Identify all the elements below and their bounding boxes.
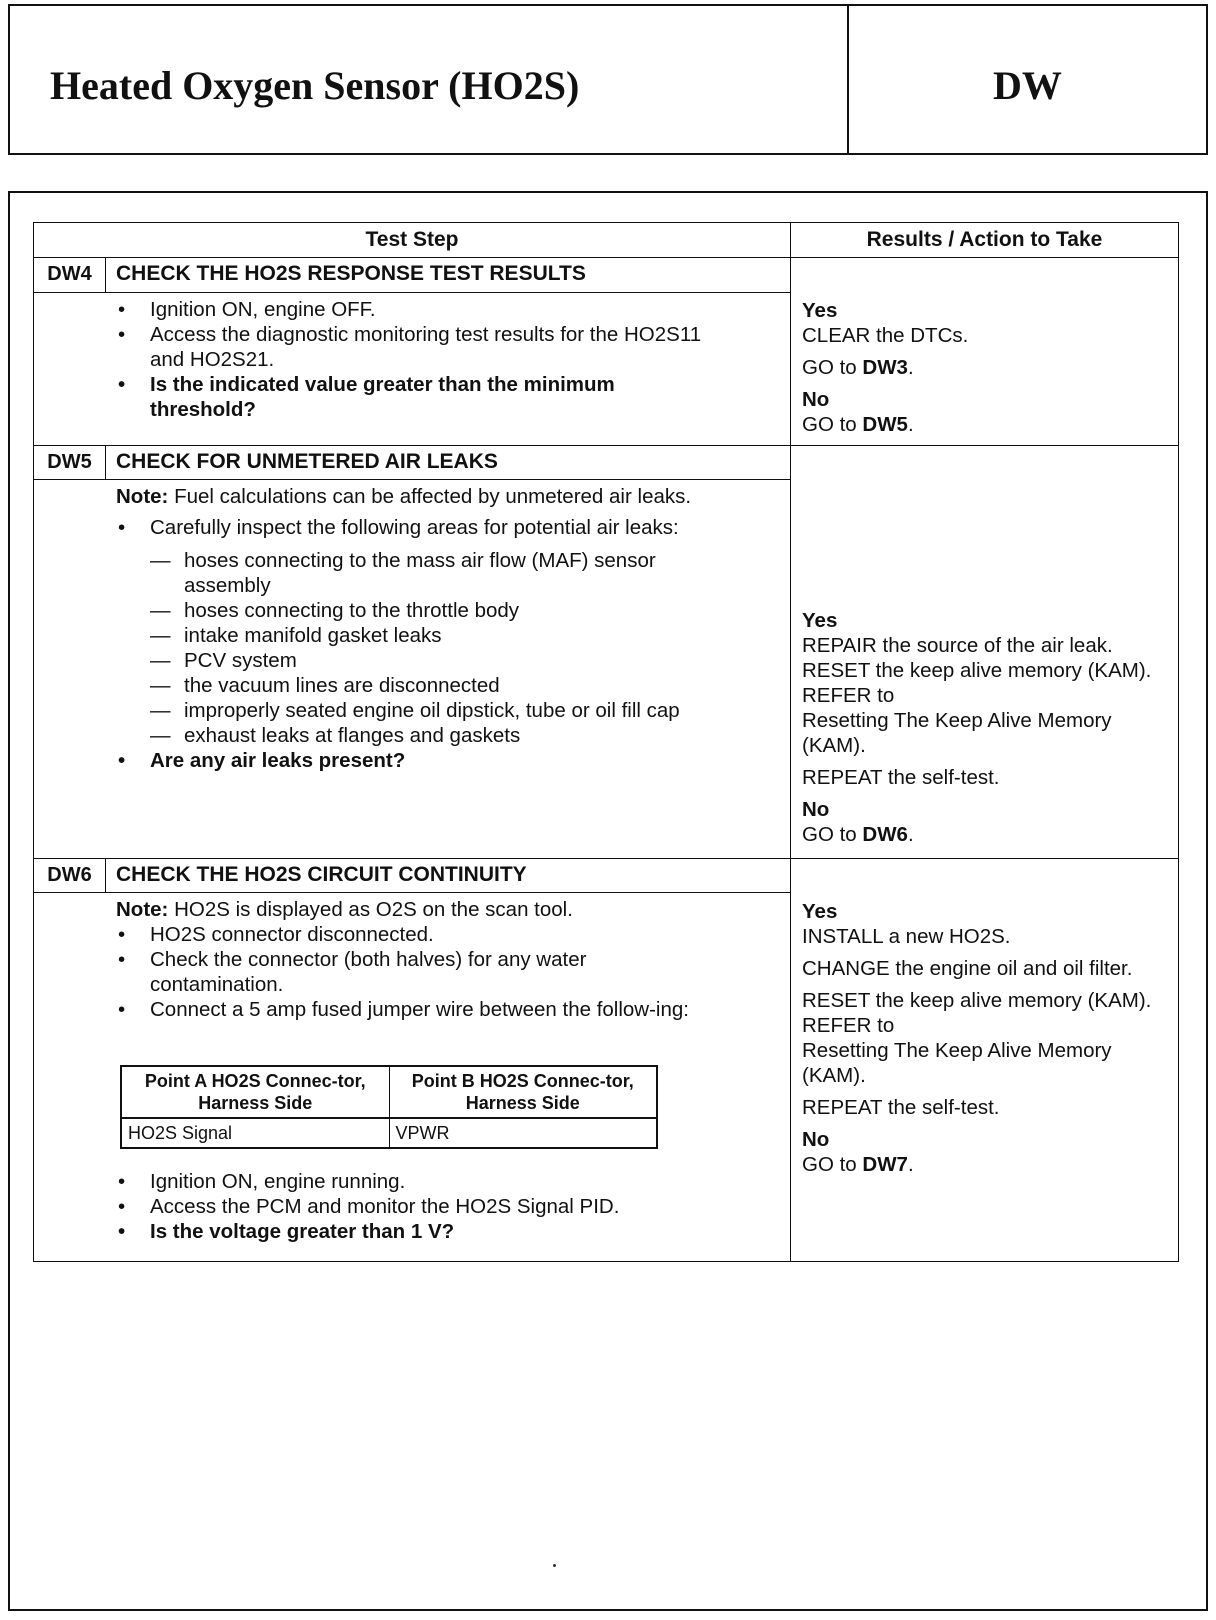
step-title-dw4: CHECK THE HO2S RESPONSE TEST RESULTS — [116, 262, 586, 285]
note-label: Note: — [116, 898, 169, 921]
page-header — [8, 4, 1208, 155]
header-row-line — [33, 257, 1179, 258]
goto-action: GO to DW5. — [802, 413, 914, 436]
column-header-test-step: Test Step — [365, 228, 459, 251]
dw6-title-line — [33, 892, 790, 893]
list-item: • Connect a 5 amp fused jumper wire between the follow-ing: — [116, 997, 716, 1022]
goto-step-link[interactable]: DW3 — [862, 356, 908, 379]
list-item: — improperly seated engine oil dipstick, tube or oil fill cap — [150, 698, 740, 723]
no-label: No — [802, 798, 830, 821]
step-content-dw6-cont — [116, 1169, 736, 1244]
note — [116, 897, 736, 922]
dw4-id-divider — [105, 257, 106, 292]
table-border-top — [33, 222, 1179, 223]
table-row — [121, 1118, 657, 1148]
list-item: • Are any air leaks present? — [116, 748, 736, 773]
dw5-id-divider — [105, 445, 106, 479]
yes-label: Yes — [802, 299, 838, 322]
list-item: • Access the PCM and monitor the HO2S Signal PID. — [116, 1194, 736, 1219]
goto-step-link[interactable]: DW6 — [862, 823, 908, 846]
table-border-right — [1178, 222, 1179, 1261]
reference-link[interactable]: Resetting The Keep Alive Memory (KAM). — [802, 1039, 1112, 1087]
step-content-dw5 — [116, 484, 736, 773]
list-item: • Ignition ON, engine running. — [116, 1169, 736, 1194]
page-title: Heated Oxygen Sensor (HO2S) — [50, 63, 580, 108]
action-text: REPAIR the source of the air leak. — [802, 634, 1113, 657]
step-id-dw6: DW6 — [47, 864, 92, 886]
list-item: • Carefully inspect the following areas for potential air leaks: — [116, 515, 706, 540]
scan-speck — [553, 1564, 556, 1567]
list-item: • Is the voltage greater than 1 V? — [116, 1219, 736, 1244]
step-id-dw4: DW4 — [47, 263, 92, 285]
dw5-top-line — [33, 445, 1179, 446]
section-code: DW — [993, 63, 1062, 108]
action-text: RESET the keep alive memory (KAM). REFER to — [802, 659, 1152, 707]
table-border-bottom — [33, 1261, 1179, 1262]
action-text: CLEAR the DTCs. — [802, 324, 969, 347]
dw6-id-divider — [105, 858, 106, 892]
yes-label: Yes — [802, 609, 838, 632]
action-text: INSTALL a new HO2S. — [802, 925, 1011, 948]
no-label: No — [802, 388, 830, 411]
list-item: • Access the diagnostic monitoring test results for the HO2S11 and HO2S21. — [116, 322, 716, 372]
results-dw6 — [802, 899, 1177, 1177]
list-item: • HO2S connector disconnected. — [116, 922, 716, 947]
step-id-dw5: DW5 — [47, 451, 92, 473]
goto-step-link[interactable]: DW5 — [862, 413, 908, 436]
step-title-dw6: CHECK THE HO2S CIRCUIT CONTINUITY — [116, 863, 527, 886]
step-content-dw6 — [116, 897, 736, 1022]
goto-prefix: GO to — [802, 356, 863, 379]
list-item: • Is the indicated value greater than the minimum threshold? — [116, 372, 716, 422]
goto-step-link[interactable]: DW7 — [862, 1153, 908, 1176]
yes-label: Yes — [802, 900, 838, 923]
connector-cell-a: HO2S Signal — [121, 1118, 389, 1148]
goto-action: GO to DW6. — [802, 823, 914, 846]
connector-table — [120, 1065, 658, 1149]
table-border-left — [33, 222, 34, 1261]
results-dw5 — [802, 608, 1177, 847]
column-divider — [790, 222, 791, 1261]
goto-prefix: GO to — [802, 823, 863, 846]
action-text: REPEAT the self-test. — [802, 1096, 1000, 1119]
dw5-title-line — [33, 479, 790, 480]
column-header-results: Results / Action to Take — [866, 228, 1103, 251]
note-label: Note: — [116, 485, 169, 508]
action-text: RESET the keep alive memory (KAM). REFER to — [802, 989, 1152, 1037]
list-item: — hoses connecting to the throttle body — [150, 598, 740, 623]
action-text: REPEAT the self-test. — [802, 766, 1000, 789]
action-text: CHANGE the engine oil and oil filter. — [802, 957, 1133, 980]
step-title-dw5: CHECK FOR UNMETERED AIR LEAKS — [116, 450, 498, 473]
list-item: — hoses connecting to the mass air flow (MAF) sensor assembly — [150, 548, 740, 598]
list-item: — the vacuum lines are disconnected — [150, 673, 740, 698]
reference-link[interactable]: Resetting The Keep Alive Memory (KAM). — [802, 709, 1112, 757]
goto-action: GO to DW3. — [802, 356, 914, 379]
dw4-title-line — [33, 292, 790, 293]
connector-header-b: Point B HO2S Connec-tor, Harness Side — [389, 1066, 657, 1118]
list-item: • Check the connector (both halves) for any water contamination. — [116, 947, 716, 997]
note — [116, 484, 716, 509]
connector-header-a: Point A HO2S Connec-tor, Harness Side — [121, 1066, 389, 1118]
goto-prefix: GO to — [802, 1153, 863, 1176]
list-item: — PCV system — [150, 648, 740, 673]
goto-prefix: GO to — [802, 413, 863, 436]
dw6-top-line — [33, 858, 1179, 859]
goto-action: GO to DW7. — [802, 1153, 914, 1176]
step-content-dw4 — [116, 297, 716, 422]
note-text: Fuel calculations can be affected by unmetered air leaks. — [168, 485, 692, 508]
results-dw4 — [802, 298, 1172, 437]
list-item: — exhaust leaks at flanges and gaskets — [150, 723, 740, 748]
note-text: HO2S is displayed as O2S on the scan tool. — [168, 898, 573, 921]
list-item: • Ignition ON, engine OFF. — [116, 297, 716, 322]
list-item: — intake manifold gasket leaks — [150, 623, 740, 648]
connector-cell-b: VPWR — [389, 1118, 657, 1148]
no-label: No — [802, 1128, 830, 1151]
